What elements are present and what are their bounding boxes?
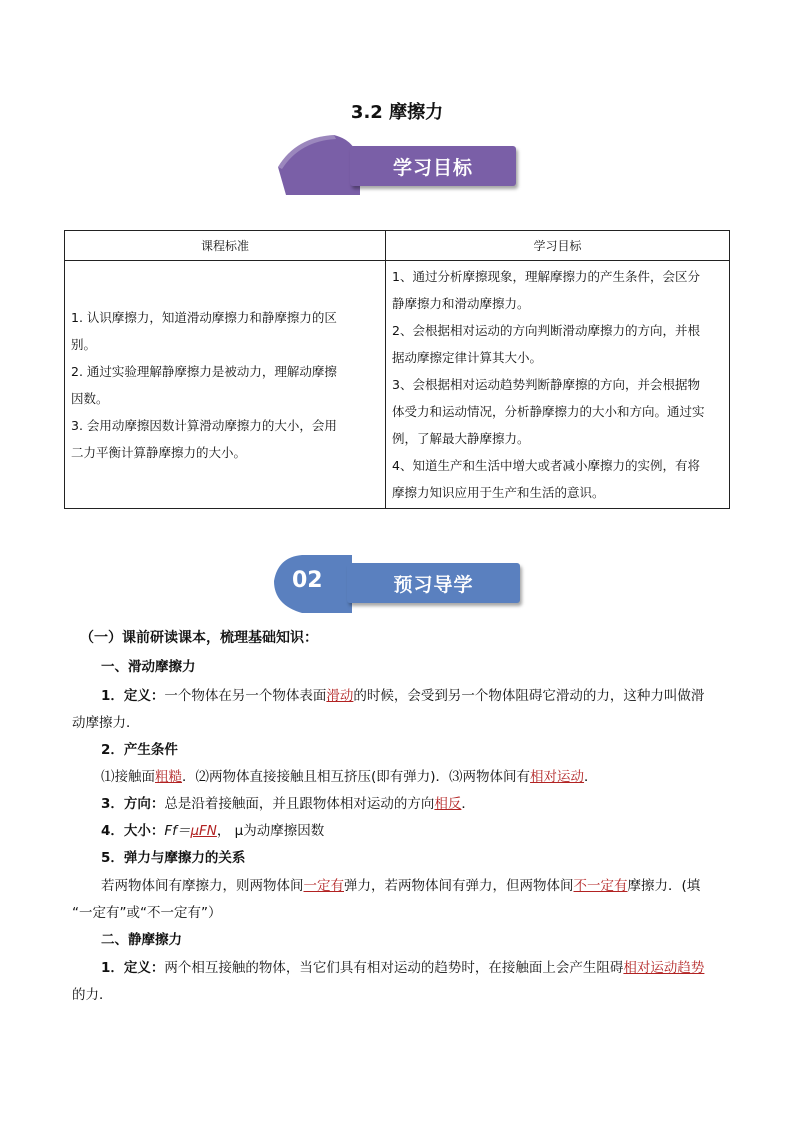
answer-fill: 相对运动 (530, 769, 585, 785)
definition-line (101, 686, 704, 706)
text: ． (461, 796, 475, 812)
section-heading: （一）课前研读课本，梳理基础知识： (80, 630, 318, 646)
standard-cell (65, 261, 386, 509)
text: ， μ为动摩擦因数 (216, 823, 325, 839)
text: 一个物体在另一个物体表面 (164, 688, 327, 704)
relation-line-cont: “一定有”或“不一定有”） (72, 905, 222, 921)
table-header-standard: 课程标准 (65, 231, 386, 261)
text: ． (584, 769, 598, 785)
standard-line: 2. 通过实验理解静摩擦力是被动力，理解动摩擦 (71, 363, 337, 379)
goal-line: 2、会根据相对运动的方向判断滑动摩擦力的方向，并根 (392, 323, 700, 338)
standard-line: 别。 (71, 336, 97, 352)
text: 摩擦力．(填 (627, 878, 701, 894)
standard-line: 二力平衡计算静摩擦力的大小。 (71, 444, 247, 460)
sliding-friction-heading: 一、滑动摩擦力 (101, 659, 196, 675)
answer-fill: 相反 (434, 796, 462, 812)
direction-line (101, 794, 475, 814)
goal-line: 1、通过分析摩擦现象，理解摩擦力的产生条件，会区分 (392, 269, 700, 284)
goals-cell (386, 261, 730, 509)
text: ．⑵两物体直接接触且相互挤压(即有弹力)．⑶两物体间有 (182, 769, 531, 785)
text: 的时候，会受到另一个物体阻碍它滑动的力，这种力叫做滑 (353, 688, 705, 704)
curriculum-table (64, 230, 730, 509)
table-header-row (65, 231, 730, 261)
goal-line: 据动摩擦定律计算其大小。 (392, 350, 543, 365)
static-friction-heading: 二、静摩擦力 (101, 932, 182, 948)
direction-label: 3．方向： (101, 796, 165, 812)
goal-line: 4、知道生产和生活中增大或者减小摩擦力的实例，有将 (392, 458, 700, 473)
goal-line: 例，了解最大静摩擦力。 (392, 431, 530, 446)
text: 弹力，若两物体间有弹力，但两物体间 (344, 878, 574, 894)
standard-line: 3. 会用动摩擦因数计算滑动摩擦力的大小，会用 (71, 417, 337, 433)
relation-line (101, 876, 700, 896)
page-title: 3.2 摩擦力 (350, 102, 444, 123)
goal-line: 摩擦力知识应用于生产和生活的意识。 (392, 485, 605, 500)
text: ⑴接触面 (101, 769, 155, 785)
answer-fill: 相对运动趋势 (623, 960, 705, 976)
formula: Ff＝ (164, 823, 191, 839)
definition-line-cont: 动摩擦力． (72, 715, 140, 731)
static-definition-line-cont: 的力． (72, 987, 113, 1003)
section-number: 02 (292, 568, 323, 593)
answer-fill: 粗糙 (155, 769, 182, 785)
conditions-line (101, 767, 598, 787)
section-banner-learning-goals: 学习目标 (350, 146, 516, 186)
magnitude-line (101, 821, 324, 841)
magnitude-label: 4．大小： (101, 823, 165, 839)
table-row (65, 261, 730, 509)
goal-line: 静摩擦力和滑动摩擦力。 (392, 296, 530, 311)
answer-fill: 一定有 (303, 878, 344, 894)
static-definition-line (101, 958, 704, 978)
text: 两个相互接触的物体，当它们具有相对运动的趋势时，在接触面上会产生阻碍 (164, 960, 624, 976)
section-banner-preview: 预习导学 (347, 563, 520, 603)
goal-line: 3、会根据相对运动趋势判断静摩擦的方向，并会根据物 (392, 377, 700, 392)
definition-label: 1．定义： (101, 688, 165, 704)
text: 总是沿着接触面，并且跟物体相对运动的方向 (164, 796, 435, 812)
standard-line: 因数。 (71, 390, 109, 406)
standard-line: 1. 认识摩擦力，知道滑动摩擦力和静摩擦力的区 (71, 309, 337, 325)
conditions-label: 2．产生条件 (101, 742, 178, 758)
table-header-goals: 学习目标 (386, 231, 730, 261)
answer-fill: 滑动 (326, 688, 354, 704)
section-banner-shape-purple (276, 133, 360, 195)
answer-fill: 不一定有 (573, 878, 628, 894)
text: 若两物体间有摩擦力，则两物体间 (101, 878, 304, 894)
definition-label: 1．定义： (101, 960, 165, 976)
goal-line: 体受力和运动情况，分析静摩擦力的大小和方向。通过实 (392, 404, 705, 419)
relation-label: 5．弹力与摩擦力的关系 (101, 850, 246, 866)
answer-fill: μFN (190, 823, 217, 839)
